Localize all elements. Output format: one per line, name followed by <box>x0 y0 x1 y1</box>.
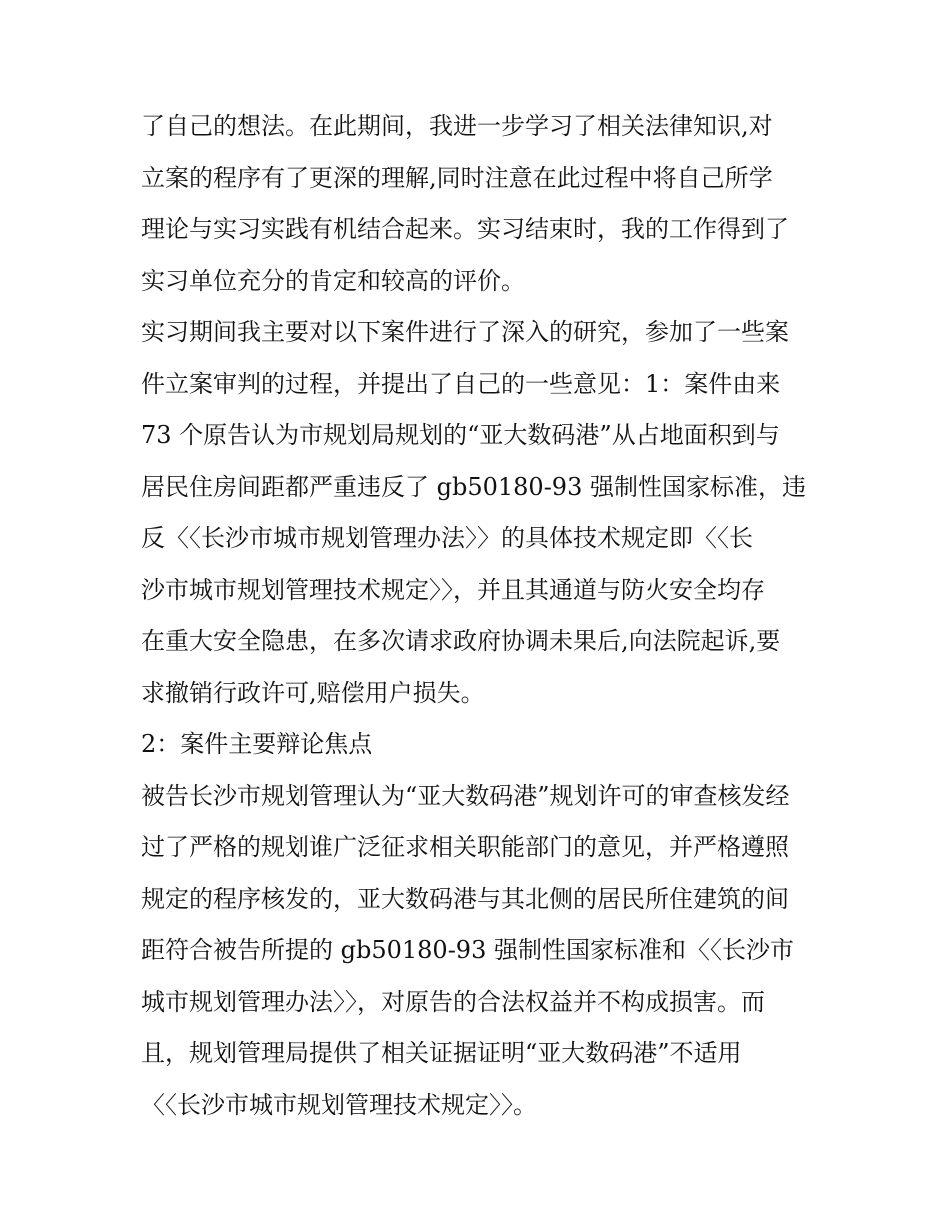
text-line: 立案的程序有了更深的理解,同时注意在此过程中将自己所学 <box>141 163 773 192</box>
section-heading: 2：案件主要辩论焦点 <box>141 730 373 758</box>
text-line: 了自己的想法。在此期间，我进一步学习了相关法律知识,对 <box>141 112 773 140</box>
text-line: 求撤销行政许可,赔偿用户损失。 <box>141 678 485 707</box>
text-line: 73 个原告认为市规划局规划的“亚大数码港”从占地面积到与 <box>141 421 780 449</box>
text-line: 城市规划管理办法〉〉，对原告的合法权益并不构成损害。而 <box>141 987 765 1016</box>
text-line: 在重大安全隐患，在多次请求政府协调未果后,向法院起诉,要 <box>141 627 781 655</box>
text-line: 距符合被告所提的 gb50180-93 强制性国家标准和〈〈长沙市 <box>141 936 794 964</box>
text-line: 反〈〈长沙市城市规划管理办法〉〉的具体技术规定即〈〈长 <box>141 524 753 552</box>
text-line: 居民住房间距都严重违反了 gb50180-93 强制性国家标准，违 <box>141 472 806 501</box>
text-line: 且，规划管理局提供了相关证据证明“亚大数码港”不适用 <box>141 1039 742 1067</box>
text-line: 〈〈长沙市城市规划管理技术规定〉〉。 <box>141 1090 537 1119</box>
text-line: 沙市城市规划管理技术规定〉〉，并且其通道与防火安全均存 <box>141 575 765 604</box>
text-line: 件立案审判的过程，并提出了自己的一些意见：1：案件由来 <box>141 369 781 398</box>
text-line: 过了严格的规划谁广泛征求相关职能部门的意见，并严格遵照 <box>141 833 789 861</box>
text-line: 实习期间我主要对以下案件进行了深入的研究，参加了一些案 <box>141 318 789 346</box>
text-line: 理论与实习实践有机结合起来。实习结束时，我的工作得到了 <box>141 215 789 243</box>
text-line: 被告长沙市规划管理认为“亚大数码港”规划许可的审查核发经 <box>141 781 790 810</box>
document-body <box>141 101 821 1131</box>
text-line: 实习单位充分的肯定和较高的评价。 <box>141 266 525 295</box>
text-line: 规定的程序核发的，亚大数码港与其北侧的居民所住建筑的间 <box>141 884 789 913</box>
